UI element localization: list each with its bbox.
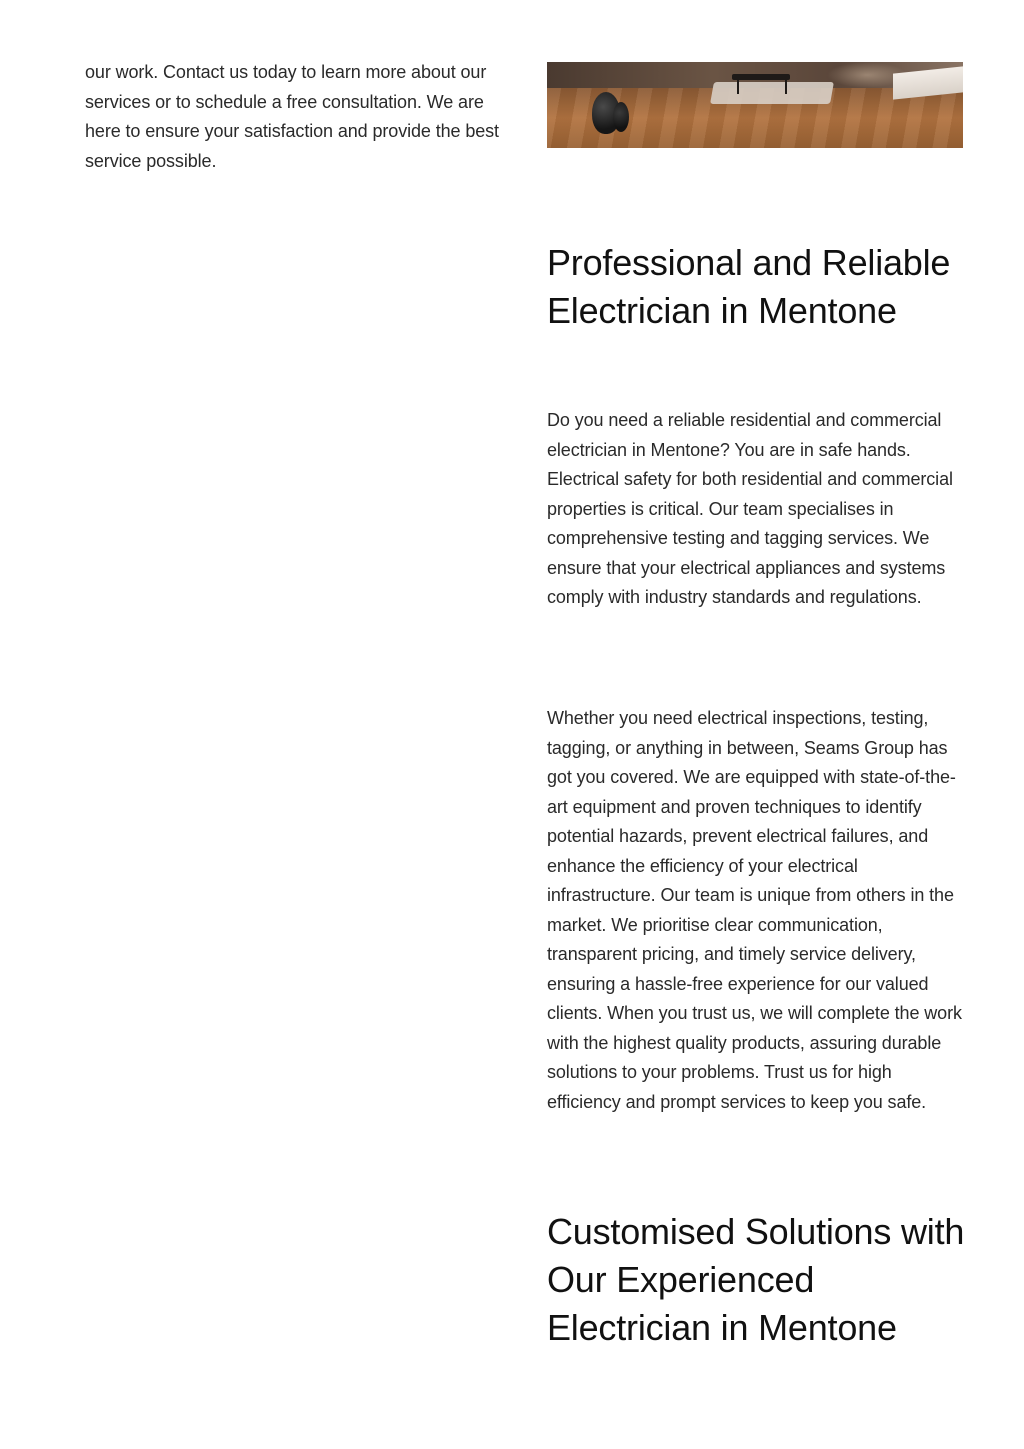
section-paragraph-2: Whether you need electrical inspections, testing, tagging, or anything in between, Seams Group has got you covered. We are equipped with state-of-the-art equipment and proven techniques to identify potential hazards, prevent electrical failures, and enhance the efficiency of your electrical infrastructure. Our team is unique from others in the market. We prioritise clear communication, transparent pricing, and timely service delivery, ensuring a hassle-free experience for our valued clients. When you trust us, we will complete the work with the highest quality products, assuring durable solutions to your problems. Trust us for high efficiency and prompt services to keep you safe. [547, 708, 962, 1112]
intro-column [85, 58, 505, 176]
section-heading-customised: Customised Solutions with Our Experienced Electrician in Mentone [547, 1211, 965, 1348]
intro-paragraph: our work. Contact us today to learn more about our services or to schedule a free consultation. We are here to ensure your satisfaction and provide the best service possible. [85, 62, 499, 171]
section-paragraph-1: Do you need a reliable residential and commercial electrician in Mentone? You are in safe hands. Electrical safety for both residential and commercial properties is critical. Our team specialises in comprehensive testing and tagging services. We ensure that your electrical appliances and systems comply with industry standards and regulations. [547, 410, 953, 607]
living-room-image [547, 62, 963, 148]
section-heading-professional: Professional and Reliable Electrician in Mentone [547, 242, 951, 331]
image-column [547, 62, 967, 148]
